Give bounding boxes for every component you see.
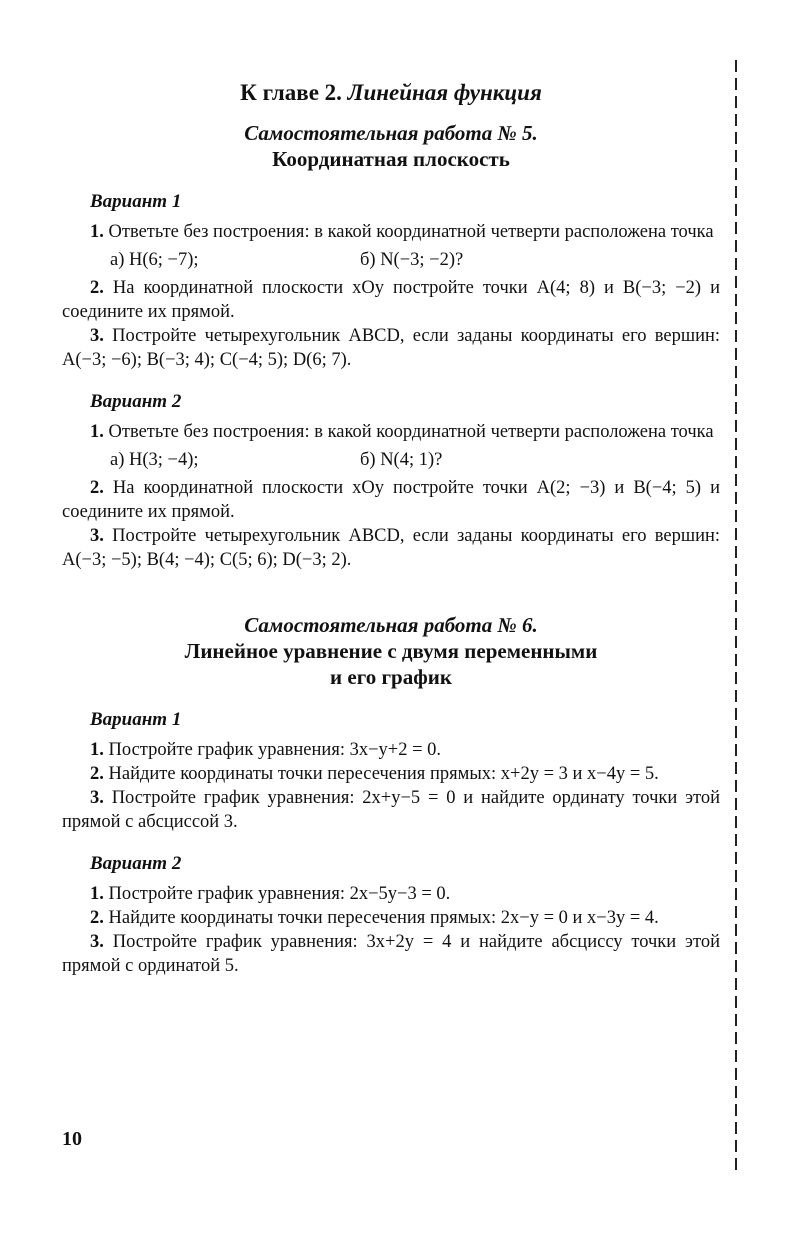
- work5-v1-options: [110, 248, 720, 272]
- work6-v2-task1: [62, 882, 720, 906]
- work5-section: [62, 120, 720, 572]
- page-number: 10: [62, 1128, 82, 1150]
- page-content: [62, 78, 720, 978]
- task-text: Ответьте без построения: в какой координатной четверти расположена точка: [108, 222, 714, 242]
- task-text: Постройте график уравнения: 2x+y−5 = 0 и найдите ординату точки этой прямой с абсциссой 3.: [62, 788, 721, 832]
- work5-variant2-label: Вариант 2: [90, 391, 182, 412]
- task-number: 1.: [90, 222, 104, 242]
- work6-subtitle-line2: и его график: [330, 665, 452, 689]
- task-text: Постройте график уравнения: 3x+2y = 4 и найдите абсциссу точки этой прямой с ординатой 5.: [62, 932, 720, 976]
- work5-v1-task3: [62, 324, 720, 372]
- work5-v1-task1: [62, 220, 720, 244]
- option-a: а) H(6; −7);: [110, 250, 199, 270]
- task-text: Постройте график уравнения: 3x−y+2 = 0.: [108, 740, 442, 760]
- task-number: 2.: [90, 908, 104, 928]
- chapter-prefix: К главе 2.: [240, 80, 342, 105]
- task-text: На координатной плоскости xOy постройте точки A(4; 8) и B(−3; −2) и соедините их прямой.: [62, 278, 720, 322]
- task-text: Ответьте без построения: в какой координатной четверти расположена точка: [108, 422, 714, 442]
- task-text: Постройте график уравнения: 2x−5y−3 = 0.: [108, 884, 451, 904]
- task-text: Постройте четырехугольник ABCD, если заданы координаты его вершин: A(−3; −5); B(4; −4); C(5; 6); D(−3; 2).: [62, 526, 721, 570]
- work5-v2-task1: [62, 420, 720, 444]
- option-a: а) H(3; −4);: [110, 450, 199, 470]
- chapter-title: [62, 78, 720, 108]
- work6-subtitle-line1: Линейное уравнение с двумя переменными: [184, 639, 598, 663]
- task-number: 1.: [90, 740, 104, 760]
- work6-title: Самостоятельная работа № 6.: [244, 613, 538, 637]
- task-number: 3.: [90, 526, 104, 546]
- chapter-name: Линейная функция: [347, 80, 542, 105]
- option-b: б) N(−3; −2)?: [360, 250, 464, 270]
- work5-v2-task2: [62, 476, 720, 524]
- task-text: Найдите координаты точки пересечения прямых: x+2y = 3 и x−4y = 5.: [108, 764, 659, 784]
- work6-v2-task2: [62, 906, 720, 930]
- work6-v1-task2: [62, 762, 720, 786]
- task-number: 2.: [90, 478, 104, 498]
- task-number: 1.: [90, 884, 104, 904]
- work6-v1-task1: [62, 738, 720, 762]
- task-text: Найдите координаты точки пересечения прямых: 2x−y = 0 и x−3y = 4.: [108, 908, 659, 928]
- work5-v2-task3: [62, 524, 720, 572]
- task-number: 3.: [90, 326, 104, 346]
- work6-v2-task3: [62, 930, 720, 978]
- work5-title: Самостоятельная работа № 5.: [244, 121, 538, 145]
- work6-variant2-label: Вариант 2: [90, 853, 182, 874]
- task-text: Постройте четырехугольник ABCD, если заданы координаты его вершин: A(−3; −6); B(−3; 4); C(−4; 5); D(6; 7).: [62, 326, 721, 370]
- task-number: 2.: [90, 764, 104, 784]
- margin-cut-line: [735, 60, 737, 1170]
- task-number: 3.: [90, 788, 104, 808]
- work5-v1-task2: [62, 276, 720, 324]
- work6-variant1-label: Вариант 1: [90, 709, 182, 730]
- option-b: б) N(4; 1)?: [360, 450, 443, 470]
- work5-variant1-label: Вариант 1: [90, 191, 182, 212]
- work6-section: [62, 612, 720, 978]
- work5-v2-options: [110, 448, 720, 472]
- task-text: На координатной плоскости xOy постройте точки A(2; −3) и B(−4; 5) и соедините их прямой.: [62, 478, 720, 522]
- task-number: 3.: [90, 932, 104, 952]
- work6-v1-task3: [62, 786, 720, 834]
- task-number: 1.: [90, 422, 104, 442]
- work5-subtitle: Координатная плоскость: [272, 147, 510, 171]
- task-number: 2.: [90, 278, 104, 298]
